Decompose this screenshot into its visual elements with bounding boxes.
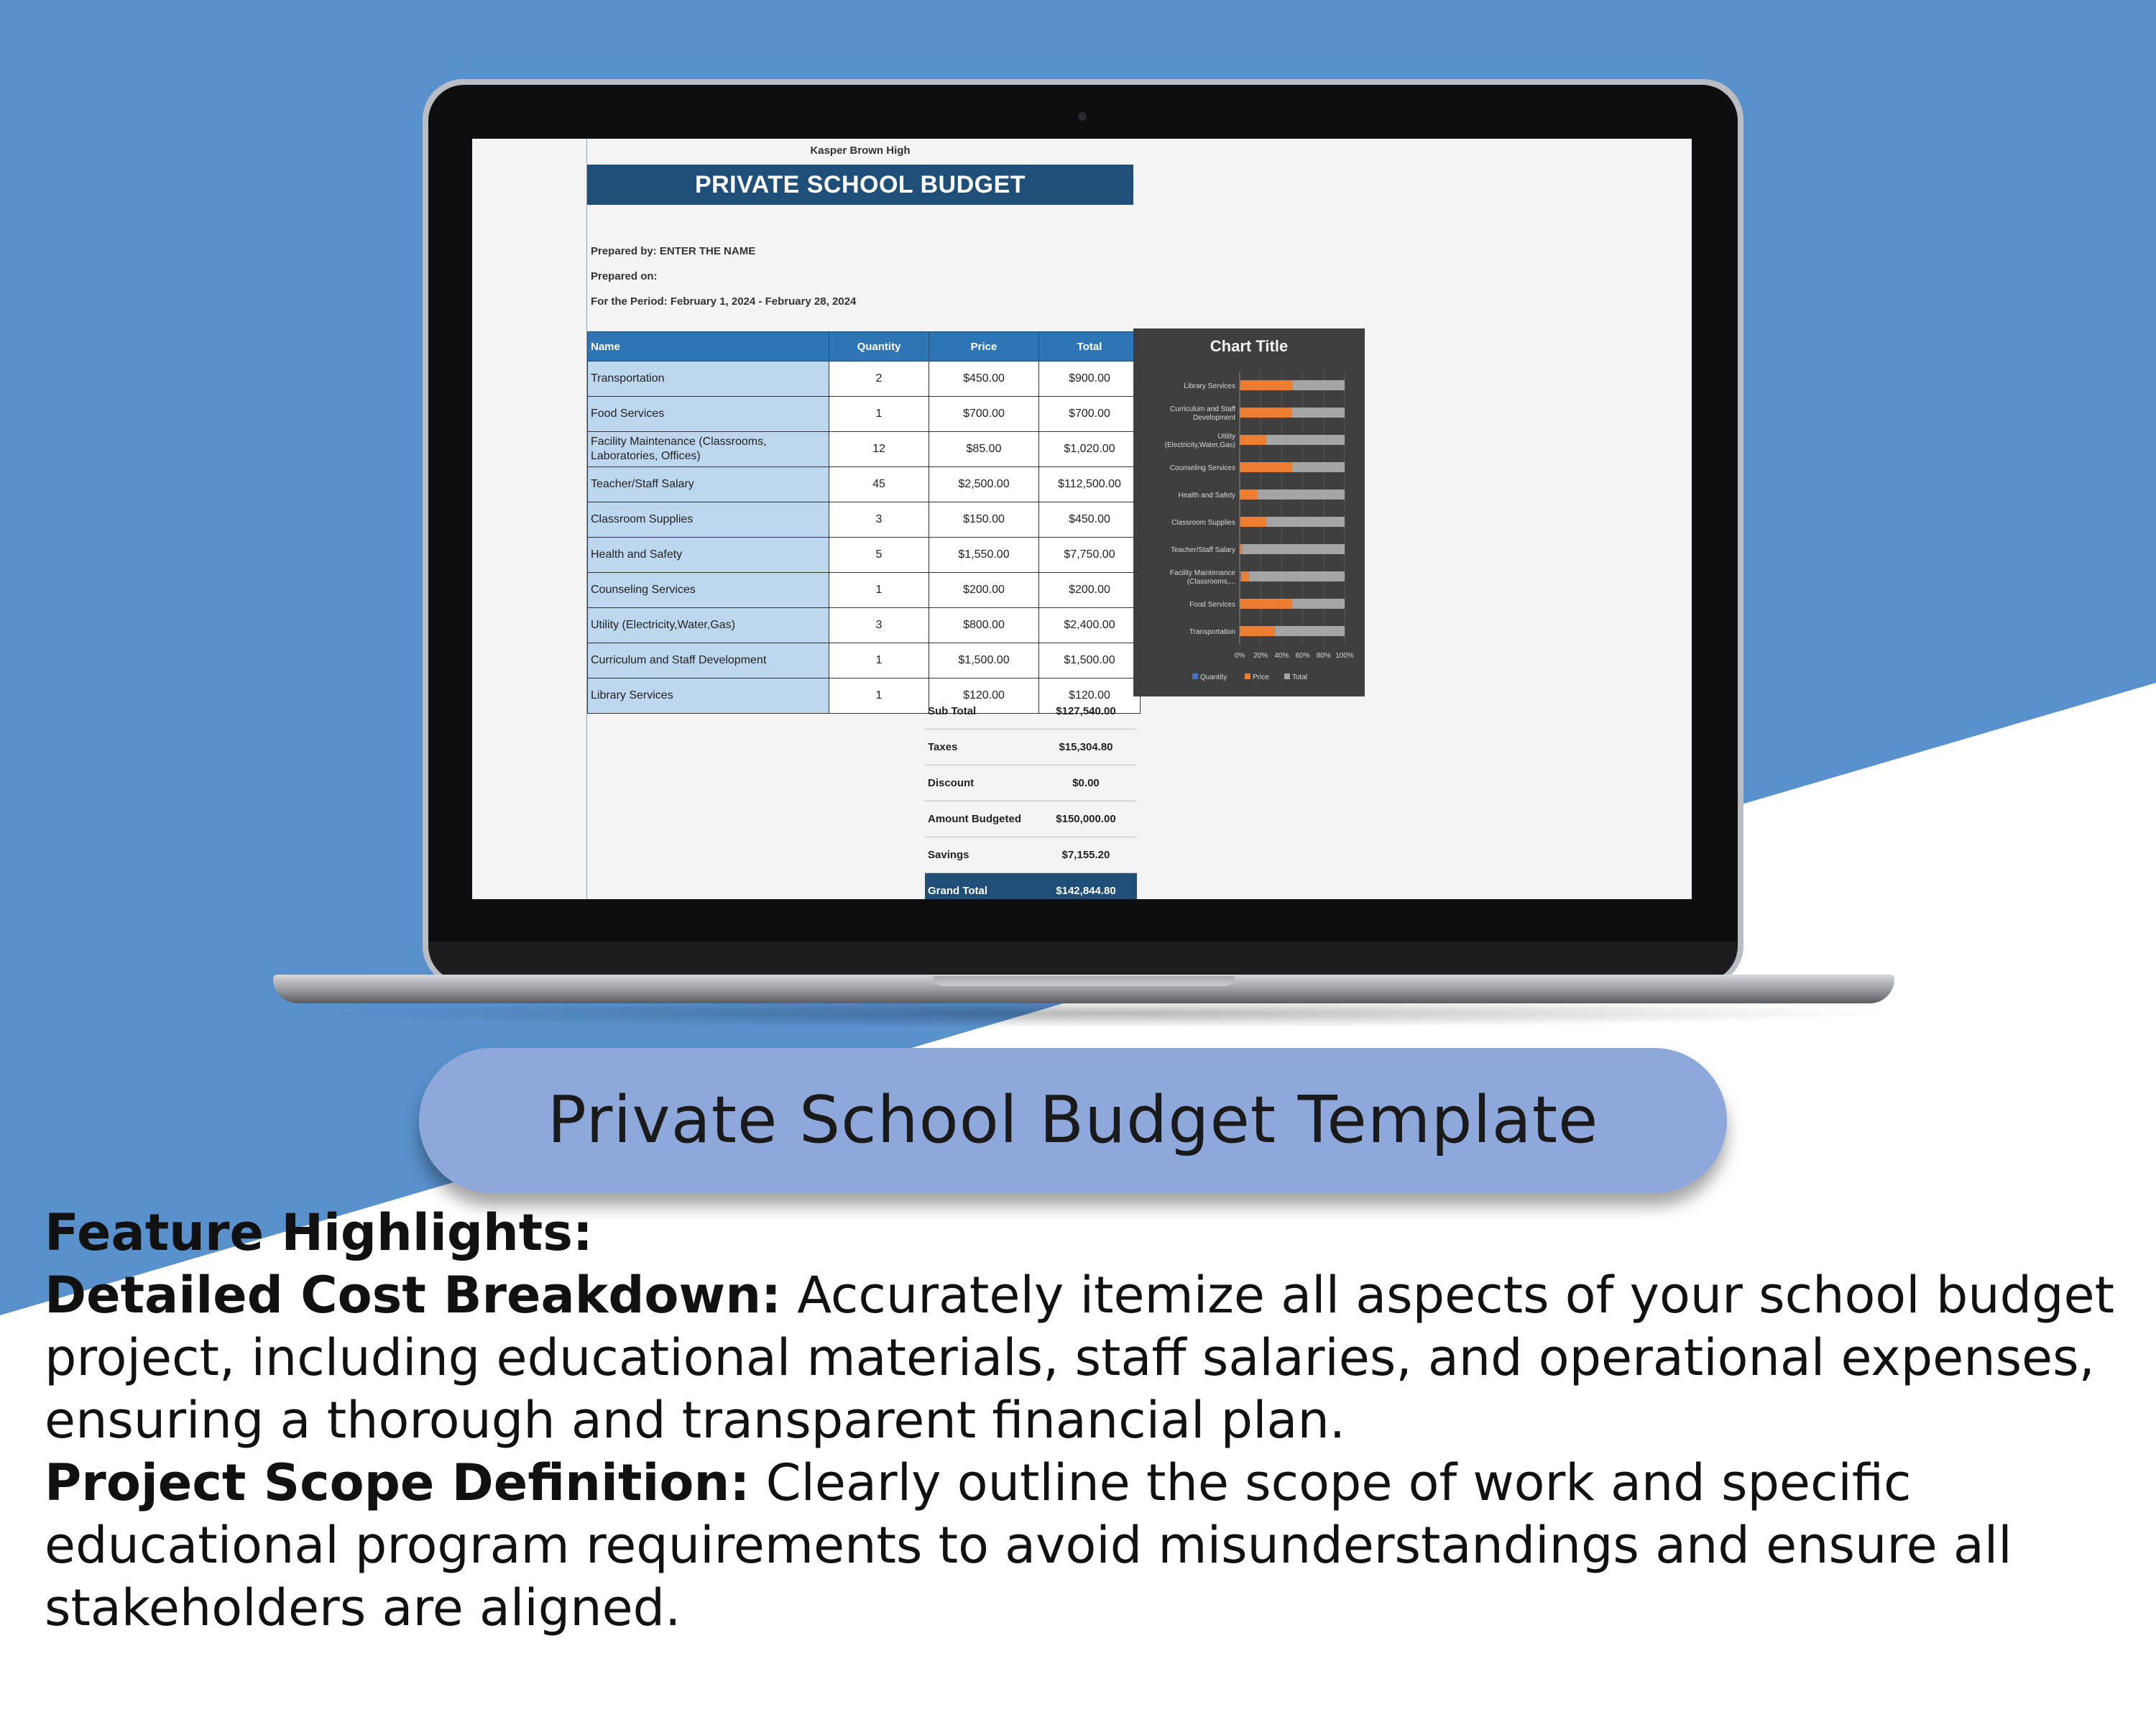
cell-price[interactable]: $150.00 — [929, 502, 1039, 538]
summary-label: Taxes — [925, 730, 1035, 765]
chart-x-tick: 20% — [1253, 652, 1268, 660]
chart-title[interactable]: Chart Title — [1210, 337, 1289, 355]
cell-name[interactable]: Health and Safety — [588, 538, 829, 573]
chart-category-label: Utility — [1217, 433, 1235, 441]
table-header-row — [588, 332, 1141, 362]
table-row — [588, 608, 1141, 643]
cell-total[interactable]: $112,500.00 — [1039, 467, 1141, 502]
cell-price[interactable]: $800.00 — [929, 608, 1039, 643]
summary-value[interactable]: $15,304.80 — [1035, 730, 1137, 765]
chart-x-tick: 40% — [1274, 652, 1289, 660]
summary-table — [925, 694, 1137, 899]
feature-label: Project Scope Definition: — [45, 1453, 750, 1512]
school-name: Kasper Brown High — [810, 144, 911, 157]
cell-name[interactable]: Curriculum and Staff Development — [588, 643, 829, 678]
chart-legend-label: Quantity — [1200, 673, 1227, 681]
feature-item — [45, 1452, 2114, 1639]
chart-bar-price — [1240, 489, 1257, 500]
chart-bar-price — [1240, 599, 1292, 609]
summary-row — [925, 730, 1137, 765]
chart-bar-total — [1292, 462, 1345, 472]
webcam-icon — [1078, 112, 1087, 121]
chart-x-tick: 60% — [1295, 652, 1310, 660]
chart-category-label: (Classrooms,... — [1187, 578, 1235, 586]
summary-value[interactable]: $7,155.20 — [1035, 837, 1137, 873]
cell-price[interactable]: $1,550.00 — [929, 538, 1039, 573]
chart-legend-swatch — [1192, 673, 1198, 679]
chart-bar-price — [1240, 408, 1292, 418]
cell-total[interactable]: $1,500.00 — [1039, 643, 1141, 678]
feature-text: Accurately itemize all aspects of your school budget project, including educational materials, staff salaries, and operational expenses, ensuring a thorough and transparent financial plan. — [45, 1266, 2115, 1450]
cell-name[interactable]: Transportation — [588, 362, 829, 397]
chart-category-label: Teacher/Staff Salary — [1171, 546, 1235, 554]
cell-total[interactable]: $200.00 — [1039, 573, 1141, 608]
cell-name[interactable]: Classroom Supplies — [588, 502, 829, 538]
chart-bar-total — [1257, 489, 1345, 500]
cell-quantity[interactable]: 3 — [829, 502, 929, 538]
spreadsheet-screen — [472, 139, 1692, 899]
summary-row — [925, 765, 1137, 801]
period[interactable]: For the Period: February 1, 2024 - February 28, 2024 — [591, 295, 857, 308]
table-row — [588, 432, 1141, 467]
sheet-title: PRIVATE SCHOOL BUDGET — [587, 165, 1133, 205]
chart-category-label: Health and Safety — [1178, 492, 1235, 500]
cell-total[interactable]: $450.00 — [1039, 502, 1141, 538]
col-header-total[interactable]: Total — [1039, 332, 1141, 362]
table-row — [588, 502, 1141, 538]
chart-bar-total — [1266, 517, 1345, 527]
summary-label: Savings — [925, 837, 1035, 873]
chart-bar-price — [1241, 571, 1249, 581]
chart-svg — [1133, 328, 1365, 696]
chart-category-label: Library Services — [1184, 382, 1235, 390]
table-row — [588, 397, 1141, 432]
chart-bar-quantity — [1240, 571, 1241, 581]
table-row — [588, 573, 1141, 608]
template-title: Private School Budget Template — [547, 1082, 1599, 1158]
cell-price[interactable]: $85.00 — [929, 432, 1039, 467]
chart-bar-price — [1240, 435, 1266, 445]
prepared-on[interactable]: Prepared on: — [591, 270, 658, 282]
chart-legend-swatch — [1245, 673, 1250, 679]
chart-x-tick: 100% — [1335, 652, 1354, 660]
chart-category-label: Development — [1193, 414, 1235, 422]
summary-label: Amount Budgeted — [925, 801, 1035, 837]
laptop-shadow — [316, 999, 1897, 1028]
table-row — [588, 467, 1141, 502]
cell-price[interactable]: $1,500.00 — [929, 643, 1039, 678]
chart-legend-label: Price — [1253, 673, 1269, 681]
chart-bar-total — [1292, 408, 1345, 418]
cell-quantity[interactable]: 2 — [829, 362, 929, 397]
summary-label: Discount — [925, 765, 1035, 801]
col-header-quantity[interactable]: Quantity — [829, 332, 929, 362]
summary-label: Sub Total — [925, 694, 1035, 730]
summary-value[interactable]: $0.00 — [1035, 765, 1137, 801]
laptop-base-notch — [933, 976, 1235, 986]
chart-category-label: (Electricity,Water,Gas) — [1164, 441, 1235, 449]
cell-name[interactable]: Library Services — [588, 678, 829, 714]
cell-total[interactable]: $1,020.00 — [1039, 432, 1141, 467]
cell-total[interactable]: $2,400.00 — [1039, 608, 1141, 643]
cell-price[interactable]: $2,500.00 — [929, 467, 1039, 502]
feature-label: Detailed Cost Breakdown: — [45, 1266, 782, 1325]
cell-name[interactable]: Utility (Electricity,Water,Gas) — [588, 608, 829, 643]
cell-total[interactable]: $700.00 — [1039, 397, 1141, 432]
summary-row — [925, 801, 1137, 837]
chart-bar-total — [1292, 599, 1345, 609]
cell-name[interactable]: Teacher/Staff Salary — [588, 467, 829, 502]
prepared-by[interactable]: Prepared by: ENTER THE NAME — [591, 245, 756, 257]
chart-category-label: Transportation — [1189, 628, 1235, 636]
budget-table — [587, 331, 1141, 714]
chart-bar-price — [1240, 462, 1292, 472]
table-row — [588, 538, 1141, 573]
cell-quantity[interactable]: 3 — [829, 608, 929, 643]
cell-name[interactable]: Food Services — [588, 397, 829, 432]
chart-bar-price — [1240, 517, 1266, 527]
cell-quantity[interactable]: 45 — [829, 467, 929, 502]
cell-total[interactable]: $120.00 — [1039, 678, 1141, 714]
cell-quantity[interactable]: 12 — [829, 432, 929, 467]
cell-price[interactable]: $700.00 — [929, 397, 1039, 432]
table-row — [588, 643, 1141, 678]
cell-total[interactable]: $7,750.00 — [1039, 538, 1141, 573]
chart-bar-total — [1242, 544, 1345, 554]
table-row — [588, 362, 1141, 397]
chart-legend-label: Total — [1292, 673, 1308, 681]
chart-category-label: Curriculum and Staff — [1170, 405, 1235, 413]
chart-category-label: Facility Maintenance — [1169, 569, 1235, 577]
summary-row — [925, 837, 1137, 873]
chart-bar-price — [1240, 544, 1242, 554]
chart-category-label: Counseling Services — [1169, 464, 1235, 472]
cell-total[interactable]: $900.00 — [1039, 362, 1141, 397]
cell-quantity[interactable]: 5 — [829, 538, 929, 573]
summary-value[interactable]: $150,000.00 — [1035, 801, 1137, 837]
cell-name[interactable]: Facility Maintenance (Classrooms, Laboratories, Offices) — [588, 432, 829, 467]
chart-bar-total — [1292, 380, 1345, 390]
chart-x-tick: 0% — [1234, 652, 1245, 660]
feature-item — [45, 1264, 2114, 1452]
chart-bar-total — [1249, 571, 1345, 581]
chart-bar-price — [1240, 380, 1293, 390]
chart-category-label: Food Services — [1189, 601, 1235, 609]
features-heading: Feature Highlights: — [45, 1203, 593, 1262]
summary-row — [925, 694, 1137, 730]
summary-value[interactable]: $127,540.00 — [1035, 694, 1137, 730]
chart-legend-swatch — [1284, 673, 1290, 679]
template-title-banner — [419, 1048, 1727, 1193]
summary-label: Grand Total — [925, 873, 1035, 900]
summary-row — [925, 873, 1137, 900]
cell-price[interactable]: $200.00 — [929, 573, 1039, 608]
cell-quantity[interactable]: 1 — [829, 643, 929, 678]
cell-quantity[interactable]: 1 — [829, 678, 929, 714]
chart-bar-price — [1240, 626, 1275, 636]
col-header-price[interactable]: Price — [929, 332, 1039, 362]
feature-text: Clearly outline the scope of work and specific educational program requirements to avoid misunderstandings and ensure all stakeholders are aligned. — [45, 1453, 2012, 1637]
cell-quantity[interactable]: 1 — [829, 397, 929, 432]
chart-panel[interactable] — [1133, 328, 1365, 696]
col-header-name[interactable]: Name — [588, 332, 829, 362]
chart-bar-total — [1266, 435, 1345, 445]
feature-highlights — [45, 1202, 2114, 1639]
chart-x-tick: 80% — [1316, 652, 1331, 660]
cell-name[interactable]: Counseling Services — [588, 573, 829, 608]
cell-price[interactable]: $120.00 — [929, 678, 1039, 714]
cell-quantity[interactable]: 1 — [829, 573, 929, 608]
chart-category-label: Classroom Supplies — [1171, 519, 1235, 527]
chart-bar-total — [1275, 626, 1345, 636]
summary-value[interactable]: $142,844.80 — [1035, 873, 1137, 900]
cell-price[interactable]: $450.00 — [929, 362, 1039, 397]
